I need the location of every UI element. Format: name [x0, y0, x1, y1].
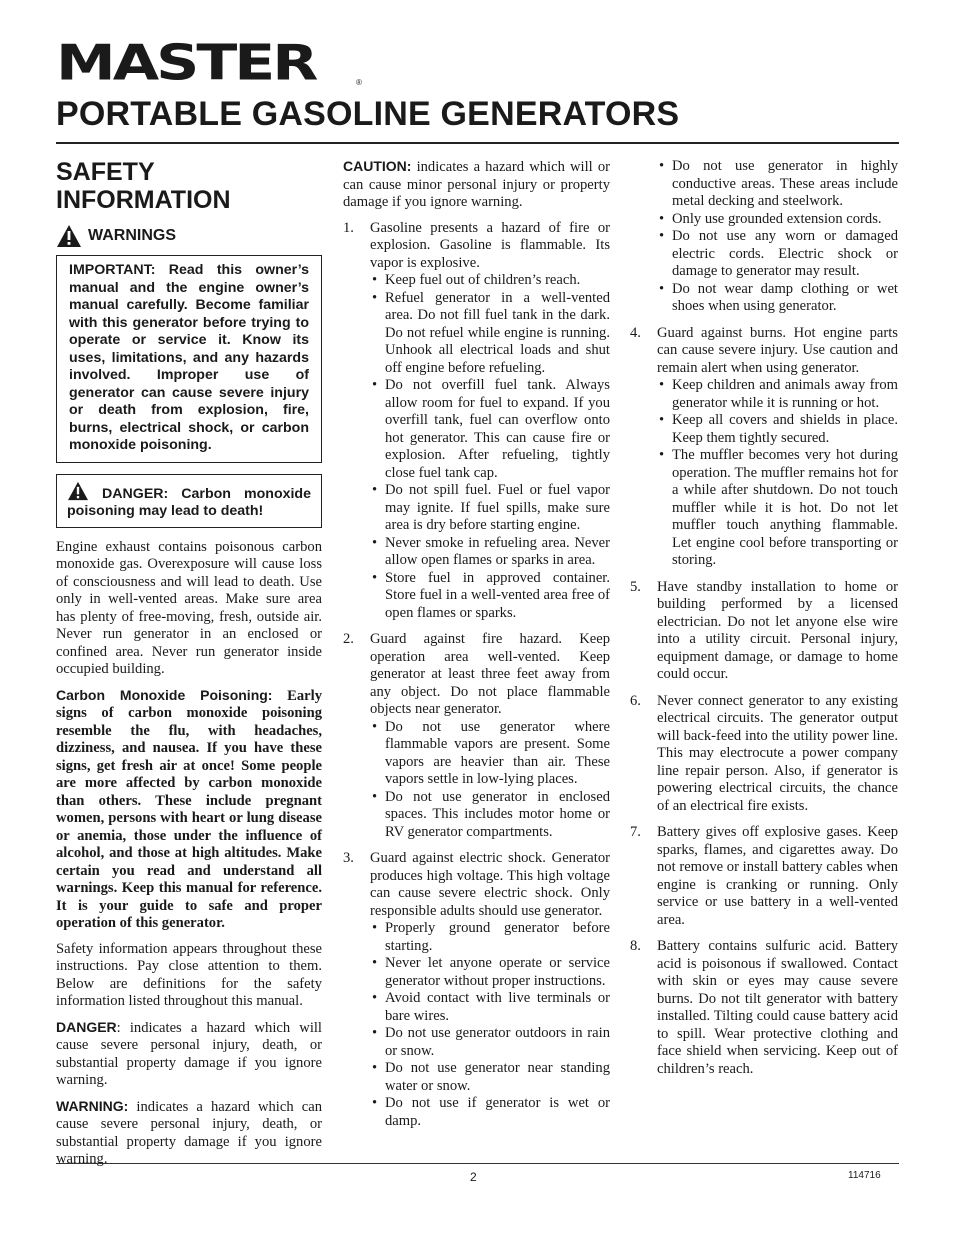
warnings-heading-text: WARNINGS	[88, 227, 176, 245]
danger-notice-text: DANGER: Carbon monoxide poisoning may lead to death!	[67, 485, 311, 519]
list-item	[630, 325, 898, 570]
co-label: Carbon Monoxide Poisoning:	[56, 686, 273, 703]
list-item	[630, 693, 898, 816]
item-number: 5.	[630, 578, 641, 595]
co-poisoning-paragraph	[56, 687, 322, 933]
item-number: 1.	[343, 219, 354, 236]
header-rule	[56, 142, 899, 144]
bullet-item: • Never smoke in refueling area. Never allow open flames or sparks in area.	[370, 535, 610, 570]
bullet-item: • Keep children and animals away from generator while it is running or hot.	[657, 377, 898, 412]
hazard-list-continued	[630, 325, 898, 1079]
bullet-item: • Keep all covers and shields in place. Keep them tightly secured.	[657, 412, 898, 447]
bullet-item: • Do not overfill fuel tank. Always allow room for fuel to expand. If you overfill tank, fuel can overflow onto hot generator. This can cause fire or explosion. After refueling, tightly close fuel tank cap.	[370, 377, 610, 482]
bullet-item: • Do not use generator near standing water or snow.	[370, 1060, 610, 1095]
bullet-item: • Keep fuel out of children’s reach.	[370, 272, 610, 290]
co-text: Early signs of carbon monoxide poisoning resemble the flu, with headaches, dizziness, and nausea. If you have these signs, get fresh air at once! Some people are more affected by carbon monoxide than others. These include pregnant women, persons with heart or lung disease or anemia, those under the influence of alcohol, and those at high altitudes. Make certain you read and understand all warnings. Keep this manual for reference. It is your guide to safe and proper operation of this generator.	[56, 687, 322, 931]
page-number: 2	[470, 1170, 477, 1184]
bullet-list	[657, 158, 898, 316]
item-text: Guard against fire hazard. Keep operation area well-vented. Keep generator at least three feet away from any object. Do not place flammable objects near generator.	[370, 631, 610, 717]
bullet-item: • Never let anyone operate or service generator without proper instructions.	[370, 955, 610, 990]
item-number: 2.	[343, 631, 354, 647]
bullet-item: • Do not use generator in enclosed spaces. This includes motor home or RV generator compartments.	[370, 789, 610, 842]
danger-def-text: : indicates a hazard which will cause severe personal injury, death, or substantial property damage if you ignore warning.	[56, 1019, 322, 1088]
bullet-item: • Refuel generator in a well-vented area. Do not fill fuel tank in the dark. Do not refuel while engine is running. Unhook all electrical loads and shut off engine before refueling.	[370, 290, 610, 378]
column-left	[56, 158, 322, 1177]
bullet-item: • Do not use any worn or damaged electric cords. Electric shock or damage to generator may result.	[657, 228, 898, 281]
warning-def-text: indicates a hazard which can cause severe personal injury, death, or substantial property damage if you ignore warning.	[56, 1098, 322, 1167]
danger-label: DANGER	[56, 1018, 117, 1035]
bullet-item: • Do not spill fuel. Fuel or fuel vapor may ignite. If fuel spills, make sure area is dry before starting engine.	[370, 482, 610, 535]
bullet-item: • Do not use generator where flammable vapors are present. Some vapors are heavier than air. These vapors settle in low-lying places.	[370, 719, 610, 789]
bullet-item: • Do not use generator outdoors in rain or snow.	[370, 1025, 610, 1060]
bullet-item: • Do not use if generator is wet or damp.	[370, 1095, 610, 1130]
item-text: Battery contains sulfuric acid. Battery acid is poisonous if swallowed. Contact with skin or eyes may cause severe burns. Do not tilt generator with battery installed. Tilting could cause battery acid to spill. Wear protective clothing and face shield when servicing. Keep out of children’s reach.	[657, 938, 898, 1077]
bullet-list	[657, 377, 898, 570]
item-number: 7.	[630, 824, 641, 840]
item-text: Have standby installation to home or building performed by a licensed electrician. Do not let anyone else wire into a utility circuit. Personal injury, equipment damage, or damage to home could occur.	[657, 578, 898, 682]
warning-label: WARNING:	[56, 1097, 129, 1114]
registered-mark: ®	[356, 78, 362, 87]
exhaust-paragraph: Engine exhaust contains poisonous carbon monoxide gas. Overexposure will cause loss of consciousness and will lead to death. Use only in well-vented areas. Make sure area has plenty of free-moving, fresh, outside air. Never run generator in an enclosed or confined area. Never run generator inside occupied building.	[56, 538, 322, 677]
item-number: 3.	[343, 850, 354, 866]
item-text: Never connect generator to any existing electrical circuits. The generator output will back-feed into the utility power line. This may electrocute a power company line repair person. Also, if generator is powering electrical circuits, the chance of an electrical fire exists.	[657, 692, 898, 814]
item-number: 4.	[630, 324, 641, 341]
section-title-line1: SAFETY	[56, 158, 155, 186]
bullet-item: • Store fuel in approved container. Store fuel in a well-vented area free of open flames or sparks.	[370, 570, 610, 623]
footer-rule	[56, 1163, 899, 1164]
list-item	[630, 579, 898, 684]
warnings-heading	[56, 224, 322, 248]
caution-def-text: indicates a hazard which will or can cause minor personal injury or property damage if you ignore warning.	[343, 159, 610, 210]
danger-definition	[56, 1019, 322, 1090]
column-middle	[343, 158, 610, 1139]
section-title-line2: INFORMATION	[56, 186, 231, 214]
bullet-item: • The muffler becomes very hot during operation. The muffler remains hot for a while after shutdown. Do not touch muffler while it is hot. Do not let muffler touch anything flammable. Let engine cool before transporting or storing.	[657, 447, 898, 570]
hazard-list	[343, 220, 610, 1131]
page-title: PORTABLE GASOLINE GENERATORS	[56, 95, 680, 133]
section-title	[56, 158, 322, 214]
item-text: Battery gives off explosive gases. Keep sparks, flames, and cigarettes away. Do not remove or install battery cables when engine is cranking or running. Only service or use battery in a well-vented area.	[657, 824, 898, 928]
list-item	[343, 631, 610, 841]
brand-name: MASTER	[56, 34, 316, 92]
bullet-item: • Properly ground generator before starting.	[370, 920, 610, 955]
warning-definition	[56, 1098, 322, 1169]
item-text: Guard against burns. Hot engine parts can cause severe injury. Use caution and remain alert when using generator.	[657, 324, 898, 376]
bullet-item: • Only use grounded extension cords.	[657, 211, 898, 229]
important-notice-box: IMPORTANT: Read this owner’s manual and the engine owner’s manual carefully. Become familiar with this generator before trying to operate or service it. Know its uses, limitations, and any hazards involved. Improper use of generator can cause severe injury or death from explosion, fire, burns, electrical shock, or carbon monoxide poisoning.	[56, 255, 322, 463]
item-text: Gasoline presents a hazard of fire or explosion. Gasoline is flammable. Its vapor is explosive.	[370, 219, 610, 271]
caution-definition	[343, 158, 610, 212]
list-item	[630, 824, 898, 929]
item-number: 8.	[630, 938, 641, 954]
item-text: Guard against electric shock. Generator produces high voltage. This high voltage can cause severe electric shock. Only responsible adults should use generator.	[370, 850, 610, 919]
bullet-item: • Avoid contact with live terminals or bare wires.	[370, 990, 610, 1025]
bullet-item: • Do not use generator in highly conductive areas. These areas include metal decking and steelwork.	[657, 158, 898, 211]
warning-triangle-icon	[56, 224, 82, 248]
bullet-list	[370, 272, 610, 622]
bullet-list	[370, 920, 610, 1130]
bullet-list	[370, 719, 610, 842]
danger-notice-box	[56, 474, 322, 528]
item-number: 6.	[630, 692, 641, 709]
caution-label: CAUTION:	[343, 158, 412, 174]
list-item	[343, 220, 610, 623]
column-right	[630, 158, 898, 1087]
list-item	[343, 850, 610, 1130]
list-item	[630, 938, 898, 1078]
bullet-item: • Do not wear damp clothing or wet shoes when using generator.	[657, 281, 898, 316]
warning-triangle-icon	[67, 481, 89, 501]
document-number: 114716	[848, 1170, 881, 1181]
safety-info-paragraph: Safety information appears throughout these instructions. Pay close attention to them. Below are definitions for the safety information listed throughout this manual.	[56, 940, 322, 1009]
brand-logo	[56, 34, 366, 92]
